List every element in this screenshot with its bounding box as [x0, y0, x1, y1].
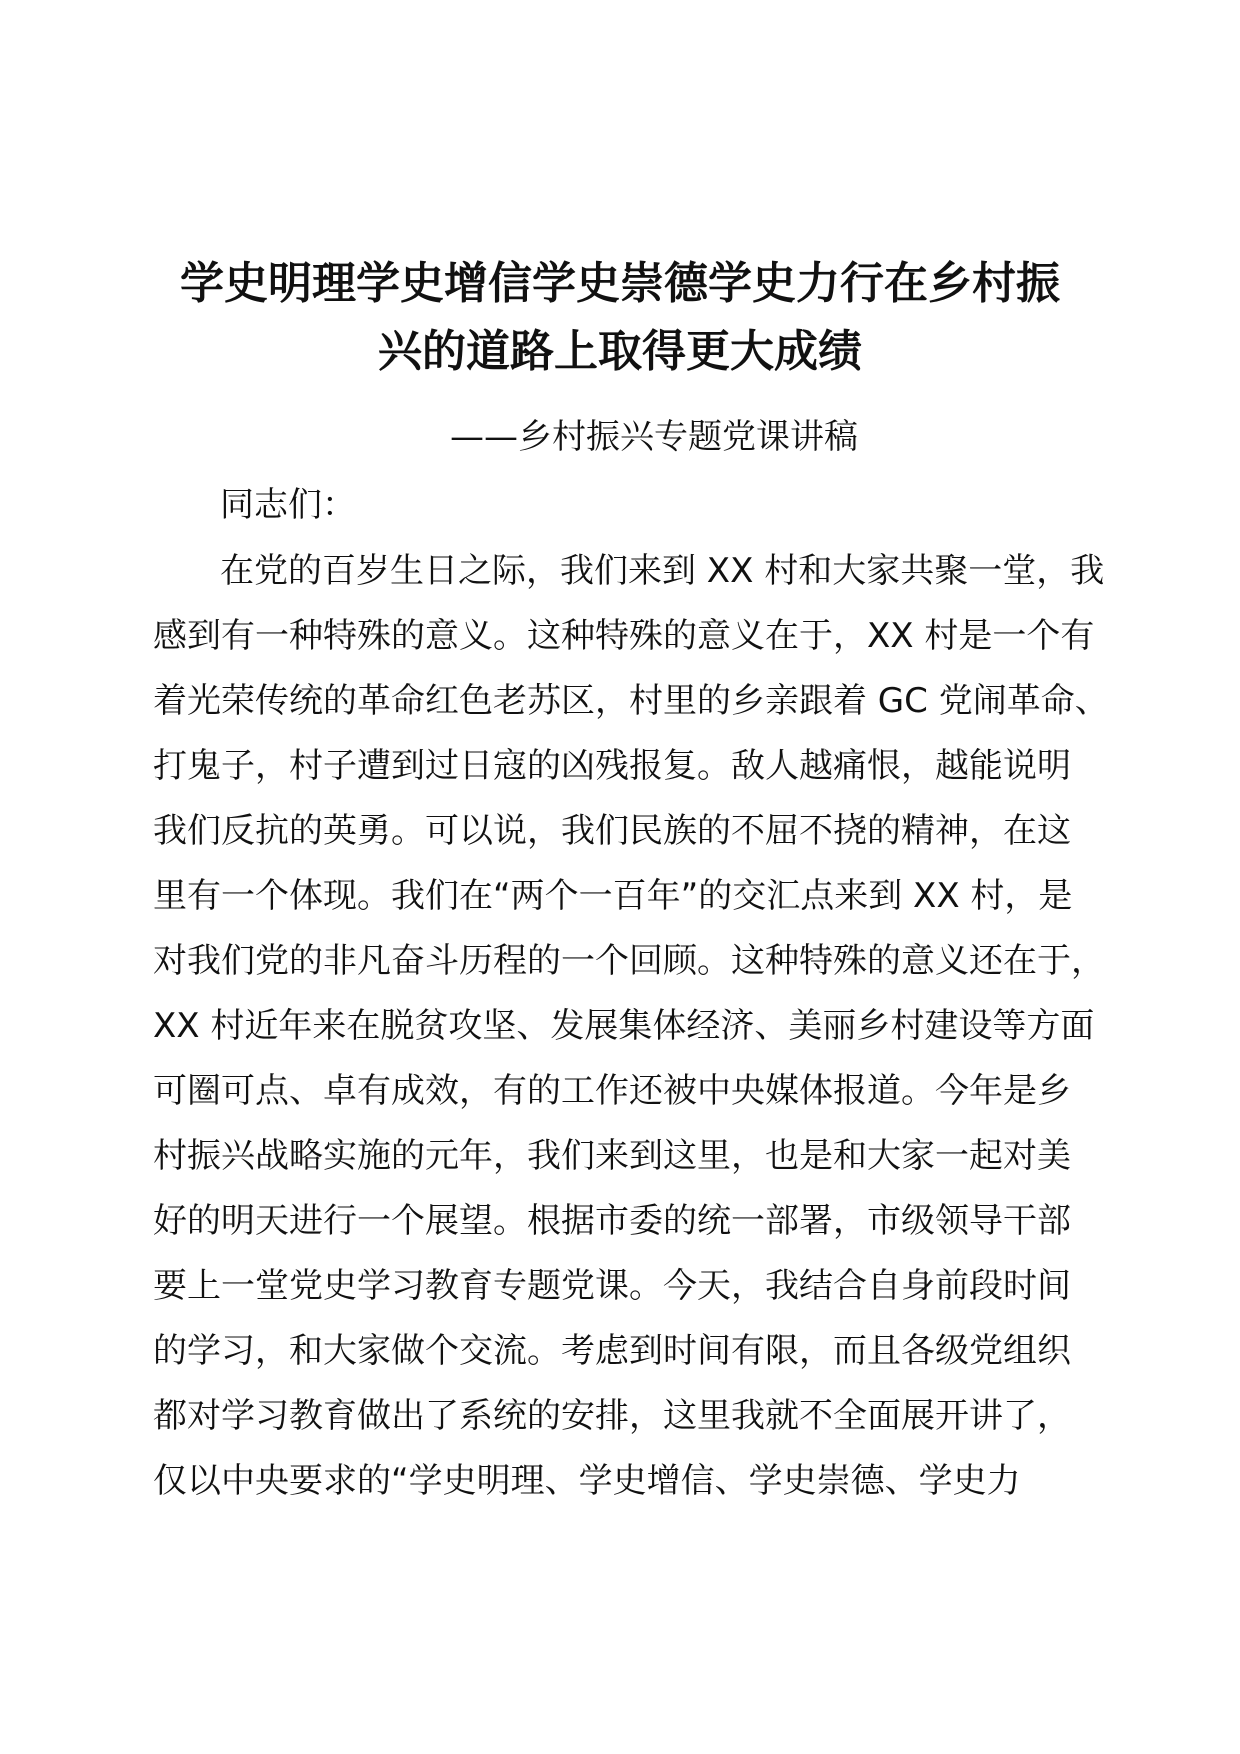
body-line: 都对学习教育做出了系统的安排，这里我就不全面展开讲了， — [153, 1396, 1071, 1436]
body-line: 仅以中央要求的“学史明理、学史增信、学史崇德、学史力 — [153, 1461, 1021, 1501]
body-line: 对我们党的非凡奋斗历程的一个回顾。这种特殊的意义还在于， — [153, 941, 1105, 981]
body-line: 可圈可点、卓有成效，有的工作还被中央媒体报道。今年是乡 — [153, 1071, 1071, 1111]
body-line: 要上一堂党史学习教育专题党课。今天，我结合自身前段时间 — [153, 1266, 1071, 1306]
salutation: 同志们： — [220, 485, 356, 525]
body-paragraph — [153, 546, 1109, 1521]
body-line: 好的明天进行一个展望。根据市委的统一部署，市级领导干部 — [153, 1201, 1071, 1241]
body-line: 村振兴战略实施的元年，我们来到这里，也是和大家一起对美 — [153, 1136, 1071, 1176]
document-subtitle: ——乡村振兴专题党课讲稿 — [450, 417, 858, 457]
title-line: 学史明理学史增信学史崇德学史力行在乡村振 — [180, 258, 1060, 309]
title-line: 兴的道路上取得更大成绩 — [378, 326, 862, 377]
body-line: 我们反抗的英勇。可以说，我们民族的不屈不挠的精神，在这 — [153, 811, 1071, 851]
document-title — [150, 250, 1090, 386]
body-line: 着光荣传统的革命红色老苏区，村里的乡亲跟着 GC 党闹革命、 — [153, 681, 1109, 721]
body-line: 在党的百岁生日之际，我们来到 XX 村和大家共聚一堂，我 — [220, 551, 1105, 591]
body-line: XX 村近年来在脱贫攻坚、发展集体经济、美丽乡村建设等方面 — [153, 1006, 1095, 1046]
body-line: 感到有一种特殊的意义。这种特殊的意义在于，XX 村是一个有 — [153, 616, 1095, 656]
body-line: 打鬼子，村子遭到过日寇的凶残报复。敌人越痛恨，越能说明 — [153, 746, 1071, 786]
body-line: 的学习，和大家做个交流。考虑到时间有限，而且各级党组织 — [153, 1331, 1071, 1371]
body-line: 里有一个体现。我们在“两个一百年”的交汇点来到 XX 村，是 — [153, 876, 1073, 916]
